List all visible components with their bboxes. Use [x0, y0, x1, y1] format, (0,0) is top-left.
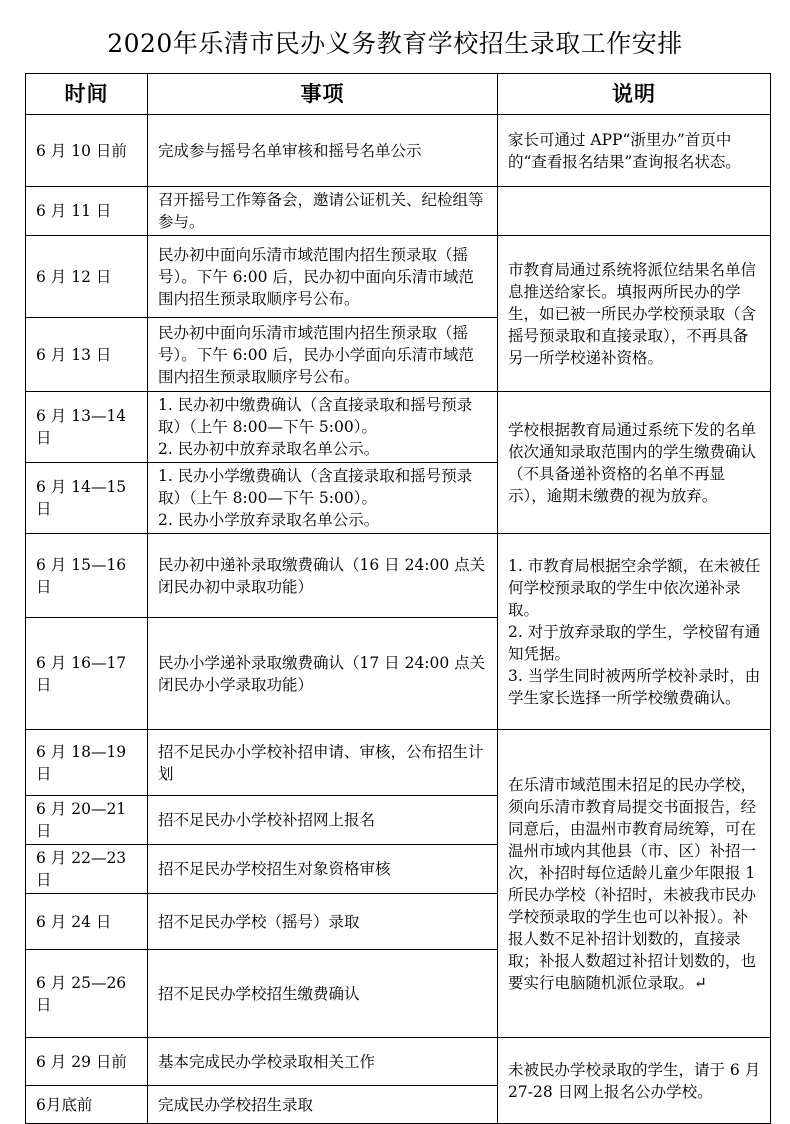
- row-time: 6 月 22—23 日: [26, 845, 148, 894]
- row-note: 市教育局通过系统将派位结果名单信息推送给家长。填报两所民办的学生，如已被一所民办学校预录取（含摇号预录取和直接录取），不再具备另一所学校递补资格。: [498, 236, 771, 392]
- row-item: 招不足民办小学校补招网上报名: [148, 796, 498, 845]
- table-row: [26, 1038, 771, 1086]
- row-item: 民办初中面向乐清市域范围内招生预录取（摇号）。下午 6:00 后，民办小学面向乐清市域范围内招生预录取顺序号公布。: [148, 318, 498, 392]
- row-time: 6月底前: [26, 1086, 148, 1124]
- table-row: [26, 534, 771, 618]
- row-note: 未被民办学校录取的学生，请于 6 月 27-28 日网上报名公办学校。: [498, 1038, 771, 1124]
- row-item: 完成参与摇号名单审核和摇号名单公示: [148, 115, 498, 187]
- row-item: 招不足民办学校招生缴费确认: [148, 950, 498, 1038]
- schedule-table: [25, 73, 771, 1124]
- item-line: 1. 民办小学缴费确认（含直接录取和摇号预录取）（上午 8:00—下午 5:00）。: [158, 467, 473, 507]
- note-line: 2. 对于放弃录取的学生，学校留有通知凭据。: [508, 622, 761, 663]
- row-item: 招不足民办学校（摇号）录取: [148, 894, 498, 950]
- row-item: 招不足民办学校招生对象资格审核: [148, 845, 498, 894]
- note-line: 1. 市教育局根据空余学额，在未被任何学校预录取的学生中依次递补录取。: [508, 556, 761, 619]
- row-time: 6 月 11 日: [26, 187, 148, 236]
- row-item: [148, 392, 498, 463]
- row-time: 6 月 16—17 日: [26, 618, 148, 730]
- item-line: 2. 民办小学放弃录取名单公示。: [158, 511, 380, 529]
- row-time: 6 月 12 日: [26, 236, 148, 318]
- row-time: 6 月 29 日前: [26, 1038, 148, 1086]
- row-item: [148, 463, 498, 534]
- row-note: [498, 187, 771, 236]
- row-item: 基本完成民办学校录取相关工作: [148, 1038, 498, 1086]
- row-item: 民办初中递补录取缴费确认（16 日 24:00 点关闭民办初中录取功能）: [148, 534, 498, 618]
- row-time: 6 月 15—16 日: [26, 534, 148, 618]
- table-row: [26, 236, 771, 318]
- row-time: 6 月 25—26 日: [26, 950, 148, 1038]
- row-note: [498, 534, 771, 730]
- row-time: 6 月 10 日前: [26, 115, 148, 187]
- row-time: 6 月 13 日: [26, 318, 148, 392]
- header-item: 事项: [148, 74, 498, 115]
- table-row: [26, 730, 771, 796]
- row-note: 学校根据教育局通过系统下发的名单依次通知录取范围内的学生缴费确认（不具备递补资格的名单不再显示），逾期未缴费的视为放弃。: [498, 392, 771, 534]
- document-title: 2020年乐清市民办义务教育学校招生录取工作安排: [107, 29, 683, 58]
- row-item: 招不足民办小学校补招申请、审核，公布招生计划: [148, 730, 498, 796]
- item-line: 2. 民办初中放弃录取名单公示。: [158, 440, 380, 458]
- row-time: 6 月 20—21 日: [26, 796, 148, 845]
- row-item: 民办初中面向乐清市域范围内招生预录取（摇号）。下午 6:00 后，民办初中面向乐清市域范围内招生预录取顺序号公布。: [148, 236, 498, 318]
- header-time: 时间: [26, 74, 148, 115]
- row-time: 6 月 18—19 日: [26, 730, 148, 796]
- row-item: 民办小学递补录取缴费确认（17 日 24:00 点关闭民办小学录取功能）: [148, 618, 498, 730]
- table-header-row: [26, 74, 771, 115]
- header-note: 说明: [498, 74, 771, 115]
- row-time: 6 月 24 日: [26, 894, 148, 950]
- item-line: 1. 民办初中缴费确认（含直接录取和摇号预录取）（上午 8:00—下午 5:00）。: [158, 396, 473, 436]
- table-row: [26, 115, 771, 187]
- row-item: 完成民办学校招生录取: [148, 1086, 498, 1124]
- row-note: 在乐清市域范围未招足的民办学校，须向乐清市教育局提交书面报告，经同意后，由温州市教育局统筹，可在温州市域内其他县（市、区）补招一次，补招时每位适龄儿童少年限报 1 所民办学校（补招时，未被我市民办学校预录取的学生也可以补报）。补报人数不足补招计划数的，直接录取；补报人数超过补招计划数的，也要实行电脑随机派位录取。↵: [498, 730, 771, 1038]
- row-time: 6 月 13—14 日: [26, 392, 148, 463]
- table-row: [26, 392, 771, 463]
- row-item: 召开摇号工作筹备会，邀请公证机关、纪检组等参与。: [148, 187, 498, 236]
- row-note: 家长可通过 APP“浙里办”首页中的“查看报名结果”查询报名状态。: [498, 115, 771, 187]
- note-line: 3. 当学生同时被两所学校补录时，由学生家长选择一所学校缴费确认。: [508, 666, 761, 707]
- table-row: [26, 187, 771, 236]
- row-time: 6 月 14—15 日: [26, 463, 148, 534]
